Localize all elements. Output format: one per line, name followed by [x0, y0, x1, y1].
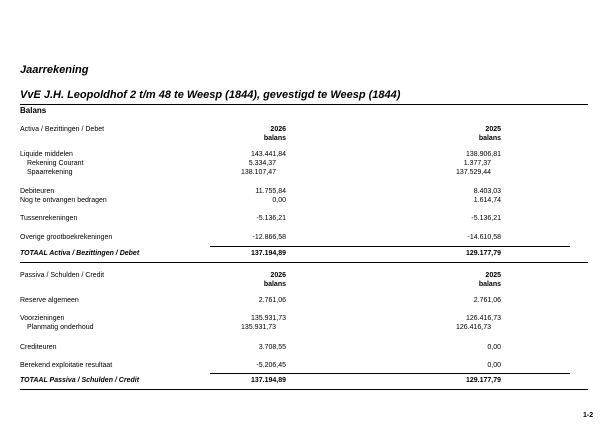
passiva-header-label: Passiva / Schulden / Credit — [20, 272, 105, 279]
row-value-2025: 126.416,73 — [465, 315, 501, 322]
row-value-2026: 135.931,73 — [250, 315, 286, 322]
passiva-col1-sub: balans — [263, 281, 286, 288]
activa-col2-year: 2025 — [485, 126, 501, 133]
activa-total-label: TOTAAL Activa / Bezittingen / Debet — [20, 250, 140, 257]
row-value-2026: 11.755,84 — [255, 188, 286, 195]
activa-total-rule — [210, 246, 570, 247]
row-value-2025: -14.610,58 — [467, 234, 501, 241]
activa-total-2026: 137.194,89 — [250, 250, 286, 257]
row-value-2026: -12.866,58 — [252, 234, 286, 241]
row-value-2026: -5.206,45 — [256, 362, 286, 369]
row-label: Berekend exploitatie resultaat — [20, 362, 113, 369]
section-title: Balans — [20, 106, 47, 115]
document-subtitle: VvE J.H. Leopoldhof 2 t/m 48 te Weesp (1844), gevestigd te Weesp (1844) — [20, 89, 401, 101]
row-label: Liquide middelen — [20, 151, 73, 158]
passiva-total-label: TOTAAL Passiva / Schulden / Credit — [20, 377, 140, 384]
row-value-2025: 1.377,37 — [463, 160, 491, 167]
row-label: Planmatig onderhoud — [27, 324, 94, 331]
row-label: Reserve algemeen — [20, 297, 79, 304]
row-label: Voorzieningen — [20, 315, 65, 322]
passiva-col2-year: 2025 — [485, 272, 501, 279]
row-label: Spaarrekening — [27, 169, 73, 176]
activa-header-label: Activa / Bezittingen / Debet — [20, 126, 105, 133]
row-value-2026: 2.761,06 — [258, 297, 286, 304]
row-value-2025: 8.403,03 — [473, 188, 501, 195]
activa-col1-year: 2026 — [270, 126, 286, 133]
passiva-total-2025: 129.177,79 — [465, 377, 501, 384]
passiva-col2-sub: balans — [478, 281, 501, 288]
passiva-col1-year: 2026 — [270, 272, 286, 279]
row-value-2025: 2.761,06 — [473, 297, 501, 304]
passiva-total-2026: 137.194,89 — [250, 377, 286, 384]
row-value-2026: -5.136,21 — [256, 215, 286, 222]
row-value-2026: 135.931,73 — [240, 324, 276, 331]
row-value-2026: 5.334,37 — [248, 160, 276, 167]
page-number: 1-2 — [583, 412, 594, 419]
row-value-2026: 143.441,84 — [250, 151, 286, 158]
row-value-2025: 0,00 — [487, 362, 501, 369]
row-value-2026: 138.107,47 — [240, 169, 276, 176]
title-rule — [20, 104, 588, 105]
passiva-total-rule — [210, 373, 570, 374]
row-label: Crediteuren — [20, 344, 57, 351]
activa-col2-sub: balans — [478, 135, 501, 142]
activa-col1-sub: balans — [263, 135, 286, 142]
row-value-2025: 138.906,81 — [465, 151, 501, 158]
row-value-2025: 126.416,73 — [455, 324, 491, 331]
row-value-2025: 1.614,74 — [473, 197, 501, 204]
row-label: Nog te ontvangen bedragen — [20, 197, 107, 204]
row-value-2026: 3.708,55 — [258, 344, 286, 351]
row-label: Overige grootboekrekeningen — [20, 234, 113, 241]
activa-end-rule — [20, 262, 588, 263]
passiva-end-rule — [20, 389, 588, 390]
row-label: Tussenrekeningen — [20, 215, 78, 222]
row-value-2025: 137.529,44 — [455, 169, 491, 176]
row-label: Debiteuren — [20, 188, 55, 195]
document-title: Jaarrekening — [20, 64, 89, 76]
row-label: Rekening Courant — [27, 160, 84, 167]
row-value-2025: 0,00 — [487, 344, 501, 351]
activa-total-2025: 129.177,79 — [465, 250, 501, 257]
row-value-2026: 0,00 — [272, 197, 286, 204]
row-value-2025: -5.136,21 — [471, 215, 501, 222]
